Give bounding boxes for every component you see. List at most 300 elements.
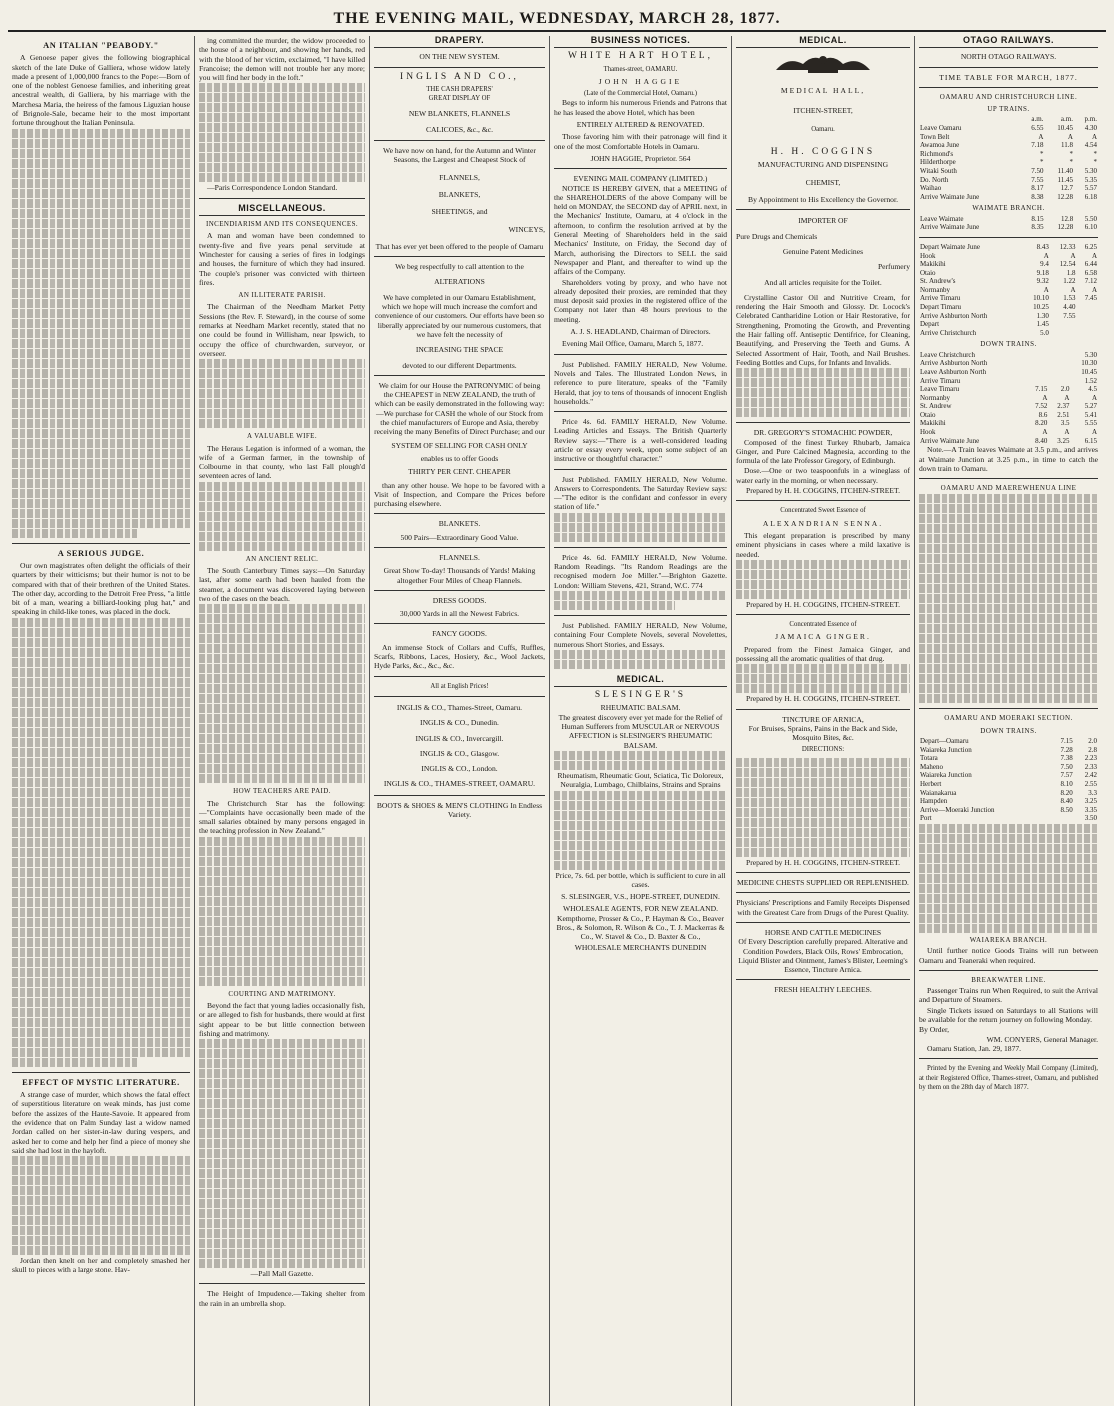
time-cell: A: [1064, 428, 1070, 437]
body-text: [919, 894, 1098, 903]
station-name: Arrive Timaru: [920, 376, 961, 385]
body-text: [736, 838, 910, 847]
body-text: [199, 133, 365, 142]
col-header: p.m.: [1084, 115, 1097, 124]
ad-line: SHEETINGS, and: [431, 207, 488, 217]
subheading: A VALUABLE WIFE.: [247, 432, 317, 441]
time-cell: [1026, 359, 1048, 368]
timetable-row: [919, 359, 1098, 368]
body-text: [199, 714, 365, 723]
station-name: Port: [920, 814, 932, 823]
time-cell: *: [1069, 158, 1073, 167]
ad-line: FRESH HEALTHY LEECHES.: [774, 985, 872, 995]
time-cell: 4.5: [1088, 385, 1097, 394]
body-text: [12, 359, 190, 368]
ad-line: BLANKETS,: [438, 189, 481, 199]
station-name: Waiareka Junction: [920, 771, 972, 780]
body-text: [12, 688, 190, 697]
divider: [554, 354, 727, 355]
body-text: [12, 289, 190, 298]
time-cell: 8.40: [1060, 797, 1073, 806]
station-name: Do. North: [920, 175, 949, 184]
body-text: [736, 368, 910, 377]
subheading: AN ILLITERATE PARISH.: [238, 291, 326, 300]
body-text: [199, 1099, 365, 1108]
body-text: [199, 754, 365, 763]
body-text: [12, 1196, 190, 1205]
body-text: [12, 349, 190, 358]
timetable-row: [919, 167, 1098, 176]
body-text: [12, 179, 190, 188]
ad-paragraph: Until further notice Goods Trains will run between Oamaru and Teaneraki when required.: [919, 946, 1098, 965]
body-text: [199, 93, 365, 102]
body-text: [12, 888, 190, 897]
ad-line: And all articles requisite for the Toilet.: [764, 277, 882, 287]
time-cell: 12.28: [1057, 192, 1073, 201]
time-cell: 8.50: [1060, 805, 1073, 814]
body-text: [12, 638, 190, 647]
ad-paragraph: Kempthorne, Prosser & Co., P. Hayman & Co., Beaver Bros., & Solomon, R. Wilson & Co., T. J. Mackerras & Co., W. Stavel & Co., D. Baxter & Co.,: [556, 913, 725, 942]
ad-line: ENTIRELY ALTERED & RENOVATED.: [576, 120, 705, 130]
body-text: [12, 1226, 190, 1235]
time-cell: A: [1091, 428, 1097, 437]
ad-signature: A. J. S. HEADLAND, Chairman of Directors.: [570, 327, 711, 337]
timetable-row: [919, 243, 1098, 252]
body-text: [12, 1008, 190, 1017]
body-text: [919, 514, 1098, 523]
body-text: [199, 389, 365, 398]
time-cell: [1048, 377, 1070, 386]
body-text: [736, 570, 910, 579]
masthead: THE EVENING MAIL, WEDNESDAY, MARCH 28, 1877.: [8, 6, 1106, 32]
ad-paragraph: This elegant preparation is prescribed by many eminent physicians in cases where a mild laxative is needed.: [736, 530, 910, 559]
ad-line: BLANKETS.: [438, 519, 481, 529]
body-text: [199, 724, 365, 733]
time-cell: 3.25: [1057, 436, 1070, 445]
body-text: [199, 113, 365, 122]
station-name: Totara: [920, 754, 938, 763]
body-text: [12, 698, 190, 707]
body-text: [12, 798, 190, 807]
ad-signature: WM. CONYERS, General Manager.: [986, 1034, 1098, 1044]
hotel-name: WHITE HART HOTEL,: [568, 51, 713, 62]
time-cell: *: [1039, 149, 1044, 158]
ad-line: THE CASH DRAPERS': [426, 85, 493, 93]
body-text: [554, 831, 727, 840]
section-heading-miscellaneous: MISCELLANEOUS.: [199, 204, 365, 216]
body-text: [12, 129, 190, 138]
section-heading-drapery: DRAPERY.: [374, 36, 545, 48]
body-text: [554, 761, 727, 770]
column-5: [731, 36, 914, 1406]
column-2: [194, 36, 369, 1406]
timetable-row: [919, 428, 1098, 437]
station-name: Hampden: [920, 797, 948, 806]
station-name: Arrive Waimate June: [920, 192, 980, 201]
body-text: [12, 828, 190, 837]
timetable-row: [919, 411, 1098, 420]
body-text: [12, 239, 190, 248]
body-text: [199, 604, 365, 613]
body-text: [554, 791, 727, 800]
time-cell: 7.45: [1084, 294, 1097, 303]
body-text: [199, 1169, 365, 1178]
body-text: [736, 388, 910, 397]
ad-line: Genuine Patent Medicines: [782, 246, 864, 256]
body-text: [12, 369, 190, 378]
body-text: [736, 818, 910, 827]
time-cell: 2.33: [1084, 762, 1097, 771]
timetable-rows: [919, 124, 1098, 201]
station-name: Leave Oamaru: [920, 124, 962, 133]
time-cell: *: [1039, 158, 1044, 167]
body-text: [199, 103, 365, 112]
article-end-mystic: Jordan then knelt on her and completely smashed her skull to pieces with a large stone. Hav-: [12, 1256, 190, 1275]
body-text: [919, 604, 1098, 613]
body-text: [12, 279, 190, 288]
body-text: [199, 1209, 365, 1218]
body-text: [12, 718, 190, 727]
line-title: OAMARU AND MOERAKI SECTION.: [944, 714, 1073, 723]
body-text: [12, 299, 190, 308]
body-text: [199, 764, 365, 773]
time-cell: 9.32: [1036, 277, 1049, 286]
time-cell: 7.52: [1035, 402, 1048, 411]
direction-label: DOWN TRAINS.: [980, 726, 1037, 735]
time-cell: 2.8: [1088, 745, 1097, 754]
time-cell: *: [1069, 149, 1073, 158]
body-text: [736, 560, 910, 569]
body-text: [199, 877, 365, 886]
timetable-row: [919, 797, 1098, 806]
subheading: INCENDIARISM AND ITS CONSEQUENCES.: [205, 220, 359, 229]
body-text: [199, 917, 365, 926]
body-text: [12, 848, 190, 857]
ad-line: Perfumery: [877, 262, 910, 272]
station-name: Leave Timaru: [920, 385, 960, 394]
body-text: [919, 834, 1098, 843]
body-text: [12, 938, 190, 947]
timetable-row: [919, 368, 1098, 377]
time-cell: 12.33: [1059, 242, 1076, 251]
body-text: [736, 398, 910, 407]
divider: [736, 979, 910, 980]
time-cell: 6.25: [1084, 242, 1097, 251]
body-text: [199, 1249, 365, 1258]
time-cell: 9.4: [1040, 260, 1049, 269]
body-text: [12, 778, 190, 787]
ad-line: By Order,: [919, 1025, 950, 1035]
timetable-row: [919, 789, 1098, 798]
station-name: Arrive Ashburton North: [920, 359, 988, 368]
body-text: [12, 529, 137, 538]
body-text: [12, 389, 190, 398]
ad-paragraph: Composed of the finest Turkey Rhubarb, Jamaica Ginger, and Pure Calcined Magnesia, according to the formula of the late Professor Gregory, of Edinburgh.: [736, 437, 910, 466]
time-cell: A: [1091, 393, 1097, 402]
article-body-judge: Our own magistrates often delight the officials of their quarters by their witticisms; but their humor is not to be compared with that of their brethren of the United States. The other day, according to the Detroit Free Press, "a little bit of a man, wearing a billiard-looking plug hat," and speaking in child-like tones, was placed in the dock.: [12, 560, 190, 617]
body-text: [12, 1018, 190, 1027]
ad-line: Prepared by H. H. COGGINS, ITCHEN-STREET.: [745, 857, 901, 867]
body-text: [12, 768, 190, 777]
ad-line: FLANNELS.: [439, 552, 480, 562]
station-name: Richmond's: [920, 149, 954, 158]
line-title: OAMARU AND CHRISTCHURCH LINE.: [939, 92, 1078, 101]
body-text: [12, 219, 190, 228]
time-cell: 8.15: [1031, 214, 1044, 223]
body-text: [554, 801, 727, 810]
time-cell: 3.3: [1088, 788, 1097, 797]
body-text: [554, 861, 727, 870]
time-cell: 3.35: [1084, 805, 1097, 814]
body-text: [736, 768, 910, 777]
time-cell: 12.28: [1057, 223, 1074, 232]
divider: [374, 256, 545, 257]
shop-name: MEDICAL HALL,: [780, 86, 866, 96]
body-text: [199, 1219, 365, 1228]
timetable-row: [919, 269, 1098, 278]
timetable-row: [919, 746, 1098, 755]
section-heading-business: BUSINESS NOTICES.: [554, 36, 727, 48]
paragraph: Beyond the fact that young ladies occasionally fish, or are alleged to fish for husbands, there would at first sight appear to be but little connection between fishing and matrimony.: [199, 1000, 365, 1038]
body-text: [12, 648, 190, 657]
ad-line: ON THE NEW SYSTEM.: [419, 52, 500, 62]
body-text: [199, 644, 365, 653]
branch-label: WAIMATE BRANCH.: [972, 204, 1045, 213]
body-text: [12, 998, 190, 1007]
time-cell: 4.54: [1084, 141, 1097, 150]
body-text: [554, 601, 675, 610]
station-name: Arrive Timaru: [920, 294, 961, 303]
body-text: [199, 867, 365, 876]
ad-line: MANUFACTURING AND DISPENSING: [757, 160, 889, 170]
body-text: [199, 512, 365, 521]
body-text: [12, 379, 190, 388]
body-text: [736, 580, 910, 589]
body-text: [12, 1048, 190, 1057]
body-text: [12, 618, 190, 627]
ad-paragraph: Begs to inform his numerous Friends and Patrons that he has leased the above Hotel, which has been: [554, 98, 727, 117]
body-text: [736, 408, 910, 417]
divider: [374, 513, 545, 514]
station-name: Town Belt: [920, 132, 950, 141]
time-cell: 10.10: [1033, 294, 1049, 303]
timetable-rows: [919, 737, 1098, 823]
body-text: [199, 1049, 365, 1058]
body-text: [199, 143, 365, 152]
ad-line: 500 Pairs—Extraordinary Good Value.: [400, 532, 519, 542]
time-cell: 8.17: [1031, 184, 1044, 193]
ad-paragraph: Single Tickets issued on Saturdays to all Stations will be available for the return journey on following Monday.: [919, 1005, 1098, 1025]
col-header: a.m.: [1031, 115, 1044, 124]
section-heading-medical: MEDICAL.: [736, 36, 910, 48]
body-text: [199, 897, 365, 906]
imprint: Printed by the Evening and Weekly Mail Company (Limited), at their Registered Office, Thames-street, Oamaru, and published by them on the 28th day of March 1877.: [919, 1065, 1098, 1091]
body-text: [554, 751, 727, 760]
time-cell: 8.20: [1035, 419, 1048, 428]
direction-label: UP TRAINS.: [987, 105, 1030, 114]
timetable-row: [919, 351, 1098, 360]
station-name: Hook: [920, 251, 936, 260]
direction-label: DOWN TRAINS.: [980, 340, 1037, 349]
divider: [736, 922, 910, 923]
ad-paragraph: We have completed in our Oamaru Establishment, which we hope will much increase the comfort and convenience of our customers. Our efforts have been so liberally appreciated by our numerous customers, that we have felt the necessity of: [374, 292, 545, 339]
body-text: [12, 499, 190, 508]
ad-paragraph: devoted to our different Departments.: [402, 360, 517, 370]
timetable-row: [919, 320, 1098, 329]
ad-line: (Late of the Commercial Hotel, Oamaru.): [583, 90, 698, 98]
body-text: [919, 854, 1098, 863]
time-cell: 5.27: [1084, 402, 1097, 411]
body-text: [199, 734, 365, 743]
article-title-judge: A SERIOUS JUDGE.: [57, 548, 145, 558]
ad-line: ALTERATIONS: [434, 277, 485, 287]
timetable-header-row: [919, 115, 1098, 124]
time-cell: 1.52: [1084, 376, 1097, 385]
ad-line: RHEUMATIC BALSAM.: [600, 703, 681, 713]
divider: [736, 892, 910, 893]
time-cell: 4.40: [1063, 303, 1076, 312]
timetable-rows: [919, 243, 1098, 338]
address-line: INGLIS & CO., Invercargill.: [415, 733, 504, 743]
divider: [374, 67, 545, 68]
station-name: Leave Christchurch: [920, 350, 976, 359]
remedy-name: DR. GREGORY'S STOMACHIC POWDER,: [753, 428, 893, 438]
time-cell: 10.45: [1057, 124, 1073, 133]
body-text: [199, 634, 365, 643]
body-text: [12, 199, 190, 208]
ad-line: WINCEYS,: [508, 224, 545, 234]
time-cell: 2.23: [1084, 754, 1097, 763]
body-text: [12, 728, 190, 737]
body-text: [12, 1058, 137, 1067]
body-text: [199, 937, 365, 946]
divider: [919, 478, 1098, 479]
body-text: [199, 704, 365, 713]
ad-paragraph: Price 4s. 6d. FAMILY HERALD, New Volume. Leading Articles and Essays. The British Quarterly Review says:—"There is a well-considered leading article or essay every week, upon some subject of an instructive or thoughtful character.": [554, 417, 727, 464]
divider: [374, 676, 545, 677]
ad-paragraph: An immense Stock of Collars and Cuffs, Ruffles, Scarfs, Ribbons, Laces, Hosiery, &c., Wool Jackets, Hyde Parks, &c., &c., &c.: [374, 642, 545, 671]
body-text: [12, 748, 190, 757]
time-cell: 11.40: [1057, 167, 1073, 176]
divider: [919, 67, 1098, 68]
station-name: Makikihi: [920, 419, 946, 428]
body-text: [199, 1069, 365, 1078]
timetable-row: [919, 184, 1098, 193]
station-name: Arrive Waimate June: [920, 223, 980, 232]
ad-paragraph: We have now on hand, for the Autumn and Winter Seasons, the Largest and Cheapest Stock of: [383, 146, 536, 165]
divider: [919, 87, 1098, 88]
body-text: [12, 159, 190, 168]
body-text: [199, 947, 365, 956]
body-text: [12, 1246, 190, 1255]
timetable-row: [919, 780, 1098, 789]
time-cell: 12.54: [1059, 260, 1076, 269]
time-cell: 5.0: [1040, 328, 1049, 337]
body-text: [199, 1119, 365, 1128]
time-cell: 2.42: [1084, 771, 1097, 780]
time-cell: 9.18: [1036, 268, 1049, 277]
time-cell: 8.43: [1036, 242, 1049, 251]
body-text: [12, 758, 190, 767]
time-cell: 2.0: [1060, 385, 1070, 394]
ad-paragraph: Rheumatism, Rheumatic Gout, Sciatica, Tic Doloreux, Neuralgia, Lumbago, Chilblains, Strains and Sprains: [557, 770, 724, 790]
station-name: Arrive Waimate June: [920, 436, 980, 445]
ad-line: WHOLESALE AGENTS, FOR NEW ZEALAND.: [562, 904, 719, 914]
ad-line: Oamaru.: [811, 125, 835, 133]
body-text: [736, 590, 910, 599]
body-text: [12, 229, 190, 238]
paragraph: The Heraus Legation is informed of a woman, the wife of a German farmer, in the township of Colbourne in that county, who last Fall plough'd seventeen acres of land.: [199, 443, 365, 481]
column-3: [369, 36, 549, 1406]
body-text: [199, 502, 365, 511]
time-cell: 1.53: [1063, 294, 1076, 303]
time-cell: [1077, 312, 1098, 321]
station-name: St. Andrew's: [920, 277, 956, 286]
ad-line: EVENING MAIL COMPANY (LIMITED.): [573, 174, 708, 184]
body-text: [199, 379, 365, 388]
divider: [374, 375, 545, 376]
ad-paragraph: By Appointment to His Excellency the Governor.: [748, 195, 898, 205]
address-line: INGLIS & CO., London.: [421, 764, 498, 774]
body-text: [12, 249, 190, 258]
body-text: [736, 828, 910, 837]
body-text: [919, 844, 1098, 853]
divider: [919, 708, 1098, 709]
time-cell: 7.28: [1060, 745, 1073, 754]
ad-paragraph: Physicians' Prescriptions and Family Receipts Dispensed with the Greatest Care from Drugs of the Purest Quality.: [736, 898, 910, 917]
body-text: [199, 744, 365, 753]
ad-line: MEDICINE CHESTS SUPPLIED OR REPLENISHED.: [737, 878, 909, 888]
remedy-name: SLESINGER'S: [594, 690, 687, 701]
body-text: [199, 153, 365, 162]
time-cell: 5.55: [1084, 419, 1097, 428]
station-name: Depart Waimate June: [920, 242, 980, 251]
timetable-row: [919, 377, 1098, 386]
body-text: [199, 1259, 365, 1268]
time-cell: A: [1042, 428, 1048, 437]
ad-line: HORSE AND CATTLE MEDICINES: [764, 927, 882, 937]
station-name: Otaio: [920, 268, 936, 277]
body-text: [12, 808, 190, 817]
time-cell: [1077, 329, 1098, 338]
body-text: [554, 523, 727, 532]
column-6: [914, 36, 1102, 1406]
timetable-row: [919, 277, 1098, 286]
time-cell: 11.8: [1060, 141, 1073, 150]
divider: [919, 237, 1098, 238]
columns: [8, 36, 1106, 1406]
body-text: [199, 482, 365, 491]
timetable-row: [919, 312, 1098, 321]
body-text: [554, 851, 727, 860]
body-text: [919, 544, 1098, 553]
time-cell: 7.18: [1031, 141, 1044, 150]
body-text: [736, 798, 910, 807]
time-cell: 3.5: [1060, 419, 1070, 428]
body-text: [919, 534, 1098, 543]
timetable-row: [919, 193, 1098, 202]
time-cell: 7.55: [1063, 311, 1076, 320]
station-name: Makikihi: [920, 260, 946, 269]
time-cell: 1.30: [1036, 311, 1049, 320]
divider: [736, 709, 910, 710]
body-text: [12, 818, 190, 827]
body-text: [12, 678, 190, 687]
body-text: [736, 758, 910, 767]
station-name: Herbert: [920, 780, 942, 789]
body-text: [554, 841, 727, 850]
column-4: [549, 36, 731, 1406]
